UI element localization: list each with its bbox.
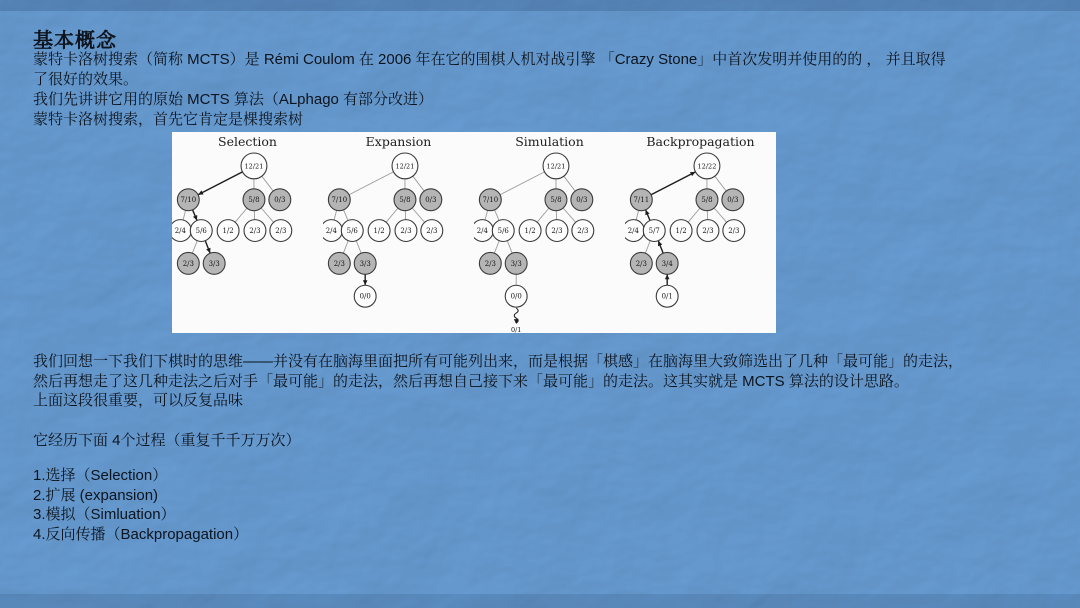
- tree-node-label: 7/10: [331, 196, 348, 205]
- panel-title-expansion: Expansion: [365, 134, 432, 149]
- tree-edge: [198, 172, 242, 195]
- tree-expansion-svg: [323, 151, 474, 333]
- tree-node-label: 3/3: [510, 259, 522, 268]
- tree-edge: [636, 210, 638, 220]
- tree-node-label: 2/3: [577, 226, 589, 235]
- panel-title-selection: Selection: [218, 134, 277, 149]
- tree-edge: [507, 241, 512, 253]
- panel-title-simulation: Simulation: [515, 134, 584, 149]
- tree-node-label: 2/3: [400, 226, 412, 235]
- tree-edge: [344, 210, 348, 221]
- tree-edge: [356, 241, 361, 253]
- tree-edge: [343, 241, 348, 253]
- tree-node-label: 7/10: [180, 196, 197, 205]
- tree-edge: [192, 241, 197, 253]
- tree-node-label: 2/3: [702, 226, 714, 235]
- tree-node-label: 2/4: [325, 226, 337, 235]
- tree-edge: [261, 208, 273, 222]
- step-selection: 1.选择（Selection）: [33, 467, 168, 484]
- tree-panel-selection: [172, 132, 323, 333]
- tree-edge: [262, 176, 273, 191]
- tree-node-label: 2/3: [728, 226, 740, 235]
- tree-node-label: 12/21: [244, 162, 264, 171]
- discussion-block: [33, 352, 963, 411]
- tree-node-label: 2/3: [182, 259, 194, 268]
- mcts-figure: [172, 132, 776, 333]
- tree-edge: [500, 172, 544, 195]
- panel-title-backpropagation: Backpropagation: [646, 134, 755, 149]
- tree-node-label: 2/3: [426, 226, 438, 235]
- tree-node-label: 5/6: [346, 226, 358, 235]
- tree-node-label: 7/11: [633, 196, 650, 205]
- tree-node-label: 0/3: [425, 196, 437, 205]
- tree-edge: [688, 208, 700, 222]
- step-expansion: 2.扩展 (expansion): [33, 486, 159, 504]
- tree-node-label: 0/1: [661, 292, 673, 301]
- tree-edge: [651, 172, 695, 195]
- intro-line-3: 我们先讲讲它用的原始 MCTS 算法（ALphago 有部分改进）: [33, 91, 434, 108]
- tree-edge: [537, 208, 549, 222]
- tree-edge: [386, 208, 398, 222]
- tree-node-label: 5/8: [550, 196, 562, 205]
- tree-simulation-svg: [474, 151, 625, 333]
- path-arrowhead: [363, 280, 368, 285]
- tree-node-label: 2/4: [627, 226, 639, 235]
- tree-node-label: 1/2: [222, 226, 234, 235]
- tree-node-label: 5/7: [648, 226, 660, 235]
- tree-node-label: 5/6: [497, 226, 509, 235]
- tree-node-label: 3/3: [208, 259, 220, 268]
- tree-node-label: 0/3: [727, 196, 739, 205]
- tree-node-label: 1/2: [675, 226, 687, 235]
- page-title: 基本概念: [33, 30, 117, 52]
- tree-node-label: 0/0: [510, 292, 522, 301]
- intro-line-1: 蒙特卡洛树搜索（简称 MCTS）是 Rémi Coulom 在 2006 年在它的围棋人机对战引擎 「Crazy Stone」中首次发明并使用的的 ， 并且取得: [33, 51, 946, 68]
- intro-block: [33, 50, 946, 130]
- tree-node-label: 2/3: [275, 226, 287, 235]
- tree-node-label: 0/3: [576, 196, 588, 205]
- step-backpropagation: 4.反向传播（Backpropagation）: [33, 525, 249, 543]
- discussion-line-1: 我们回想一下我们下棋时的思维——并没有在脑海里面把所有可能列出来，而是根据「棋感」在脑海里大致筛选出了几种「最可能」的走法，: [33, 353, 964, 370]
- tree-selection-svg: [172, 151, 323, 333]
- tree-node-label: 2/4: [476, 226, 488, 235]
- tree-node-label: 2/3: [635, 259, 647, 268]
- tree-node-label: 5/8: [399, 196, 411, 205]
- tree-panel-backpropagation: [625, 132, 776, 333]
- tree-edge: [413, 176, 424, 191]
- tree-edge: [235, 208, 247, 222]
- tree-node-label: 2/3: [333, 259, 345, 268]
- path-arrowhead: [665, 274, 670, 279]
- tree-edge: [563, 208, 575, 222]
- step-simulation: 3.模拟（Simluation）: [33, 506, 176, 523]
- tree-node-label: 3/4: [661, 259, 673, 268]
- tree-edge: [715, 176, 726, 191]
- tree-node-label: 5/8: [701, 196, 713, 205]
- rollout-result-label: 0/1: [510, 326, 522, 333]
- tree-node-label: 5/6: [195, 226, 207, 235]
- tree-node-label: 12/22: [697, 162, 717, 171]
- discussion-note: 上面这段很重要，可以反复品味: [33, 392, 244, 409]
- intro-line-2: 了很好的效果。: [33, 71, 139, 88]
- tree-edge: [183, 210, 185, 220]
- tree-node-label: 5/8: [248, 196, 260, 205]
- tree-node-label: 3/3: [359, 259, 371, 268]
- tree-node-label: 2/4: [174, 226, 186, 235]
- tree-node-label: 7/10: [482, 196, 499, 205]
- tree-node-label: 12/21: [546, 162, 566, 171]
- tree-edge: [645, 241, 650, 253]
- tree-panel-expansion: [323, 132, 474, 333]
- tree-edge: [485, 210, 487, 220]
- tree-node-label: 2/3: [249, 226, 261, 235]
- tree-edge: [349, 172, 393, 195]
- tree-edge: [494, 241, 499, 253]
- steps-list: [33, 466, 248, 544]
- tree-node-label: 2/3: [484, 259, 496, 268]
- tree-backpropagation-svg: [625, 151, 776, 333]
- tree-node-label: 0/0: [359, 292, 371, 301]
- process-intro: 它经历下面 4个过程（重复千千万万次）: [33, 432, 301, 449]
- tree-edge: [412, 208, 424, 222]
- tree-node-label: 1/2: [373, 226, 385, 235]
- tree-edge: [714, 208, 726, 222]
- tree-node-label: 1/2: [524, 226, 536, 235]
- tree-node-label: 0/3: [274, 196, 286, 205]
- tree-edge: [564, 176, 575, 191]
- intro-line-4: 蒙特卡洛树搜索，首先它肯定是棵搜索树: [33, 111, 304, 128]
- tree-edge: [334, 210, 336, 220]
- discussion-line-2: 然后再想走了这几种走法之后对手「最可能」的走法，然后再想自己接下来「最可能」的走法。这其实就是 MCTS 算法的设计思路。: [33, 372, 909, 390]
- tree-panel-simulation: [474, 132, 625, 333]
- tree-node-label: 12/21: [395, 162, 415, 171]
- tree-node-label: 2/3: [551, 226, 563, 235]
- tree-edge: [495, 210, 499, 221]
